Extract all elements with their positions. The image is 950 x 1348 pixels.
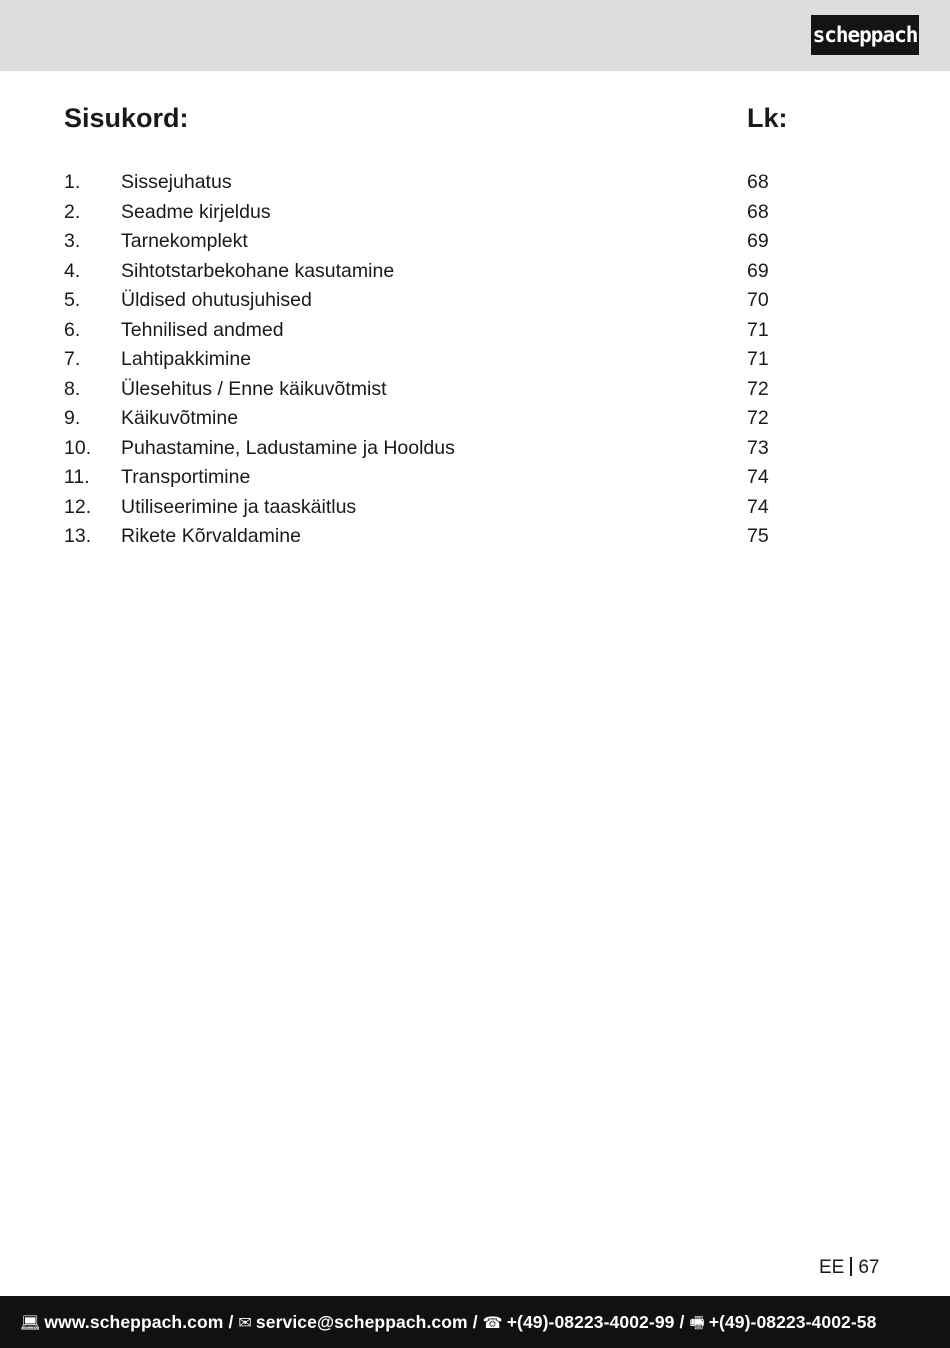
toc-entry-number: 13. (64, 525, 92, 547)
mail-icon: ✉︎ (238, 1315, 252, 1332)
toc-entry-page: 74 (747, 466, 769, 488)
toc-entry-page: 72 (747, 377, 769, 400)
toc-entry-title: Seadme kirjeldus (121, 200, 271, 223)
toc-entry-title: Sissejuhatus (121, 171, 232, 193)
toc-entry-title: Puhastamine, Ladustamine ja Hooldus (121, 436, 455, 459)
phone-number[interactable]: +(49)-08223-4002-99 (506, 1312, 675, 1332)
header-band (0, 0, 950, 71)
toc-entry-title: Käikuvõtmine (121, 407, 239, 429)
website-link[interactable]: www.scheppach.com (44, 1312, 224, 1332)
toc-entry-number: 2. (64, 200, 81, 223)
toc-entry-page: 69 (747, 230, 769, 252)
phone-icon: ☎︎ (482, 1315, 503, 1332)
toc-entry[interactable] (64, 404, 784, 434)
scheppach-logo: scheppach (811, 15, 919, 55)
toc-list (64, 168, 784, 552)
toc-entry-number: 6. (64, 318, 81, 341)
fax-number: +(49)-08223-4002-58 (708, 1312, 877, 1332)
toc-entry-number: 11. (64, 466, 90, 488)
footer-band (0, 1296, 950, 1348)
separator-slash: / (679, 1312, 685, 1332)
toc-entry-number: 10. (64, 436, 92, 459)
toc-entry-number: 7. (64, 348, 81, 370)
toc-entry[interactable] (64, 257, 784, 287)
laptop-icon: 💻︎ (20, 1315, 41, 1332)
toc-entry[interactable] (64, 493, 784, 523)
toc-entry-page: 71 (747, 348, 769, 370)
toc-entry[interactable] (64, 345, 784, 375)
toc-heading: Sisukord: (64, 103, 189, 133)
toc-entry-title: Ülesehitus / Enne käikuvõtmist (121, 377, 387, 400)
separator-slash: / (228, 1312, 234, 1332)
toc-page-heading: Lk: (747, 103, 788, 133)
toc-entry-page: 74 (747, 495, 769, 518)
language-code: EE (819, 1257, 845, 1278)
toc-entry-page: 68 (747, 171, 769, 193)
toc-entry-number: 12. (64, 495, 92, 518)
separator-slash: / (472, 1312, 478, 1332)
toc-entry-number: 9. (64, 407, 81, 429)
toc-entry[interactable] (64, 434, 784, 464)
toc-entry-page: 75 (747, 525, 769, 547)
toc-entry-page: 73 (747, 436, 769, 459)
toc-entry[interactable] (64, 168, 784, 198)
toc-entry-title: Lahtipakkimine (121, 348, 252, 370)
toc-entry-title: Sihtotstarbekohane kasutamine (121, 259, 395, 282)
toc-entry-number: 8. (64, 377, 81, 400)
toc-entry-title: Transportimine (121, 466, 251, 488)
toc-entry[interactable] (64, 227, 784, 257)
toc-entry-title: Üldised ohutusjuhised (121, 289, 312, 311)
page-marker-divider (850, 1257, 852, 1276)
toc-entry-number: 3. (64, 230, 81, 252)
toc-entry[interactable] (64, 375, 784, 405)
toc-entry-title: Tehnilised andmed (121, 318, 284, 341)
toc-entry[interactable] (64, 286, 784, 316)
toc-entry[interactable] (64, 463, 784, 493)
toc-entry-title: Tarnekomplekt (121, 230, 248, 252)
toc-entry-number: 1. (64, 171, 81, 193)
contact-line (20, 1309, 876, 1337)
toc-entry[interactable] (64, 198, 784, 228)
toc-entry-title: Rikete Kõrvaldamine (121, 525, 301, 547)
toc-entry-page: 71 (747, 318, 769, 341)
toc-entry-page: 69 (747, 259, 769, 282)
toc-entry-page: 72 (747, 407, 769, 429)
toc-entry[interactable] (64, 522, 784, 552)
fax-icon: 🖷︎ (689, 1315, 705, 1332)
page-marker (819, 1255, 880, 1281)
page-number: 67 (858, 1257, 880, 1278)
toc-entry-page: 70 (747, 289, 769, 311)
toc-entry-number: 4. (64, 259, 81, 282)
toc-entry-number: 5. (64, 289, 81, 311)
toc-entry-title: Utiliseerimine ja taaskäitlus (121, 495, 357, 518)
toc-entry[interactable] (64, 316, 784, 346)
toc-entry-page: 68 (747, 200, 769, 223)
email-link[interactable]: service@scheppach.com (255, 1312, 468, 1332)
